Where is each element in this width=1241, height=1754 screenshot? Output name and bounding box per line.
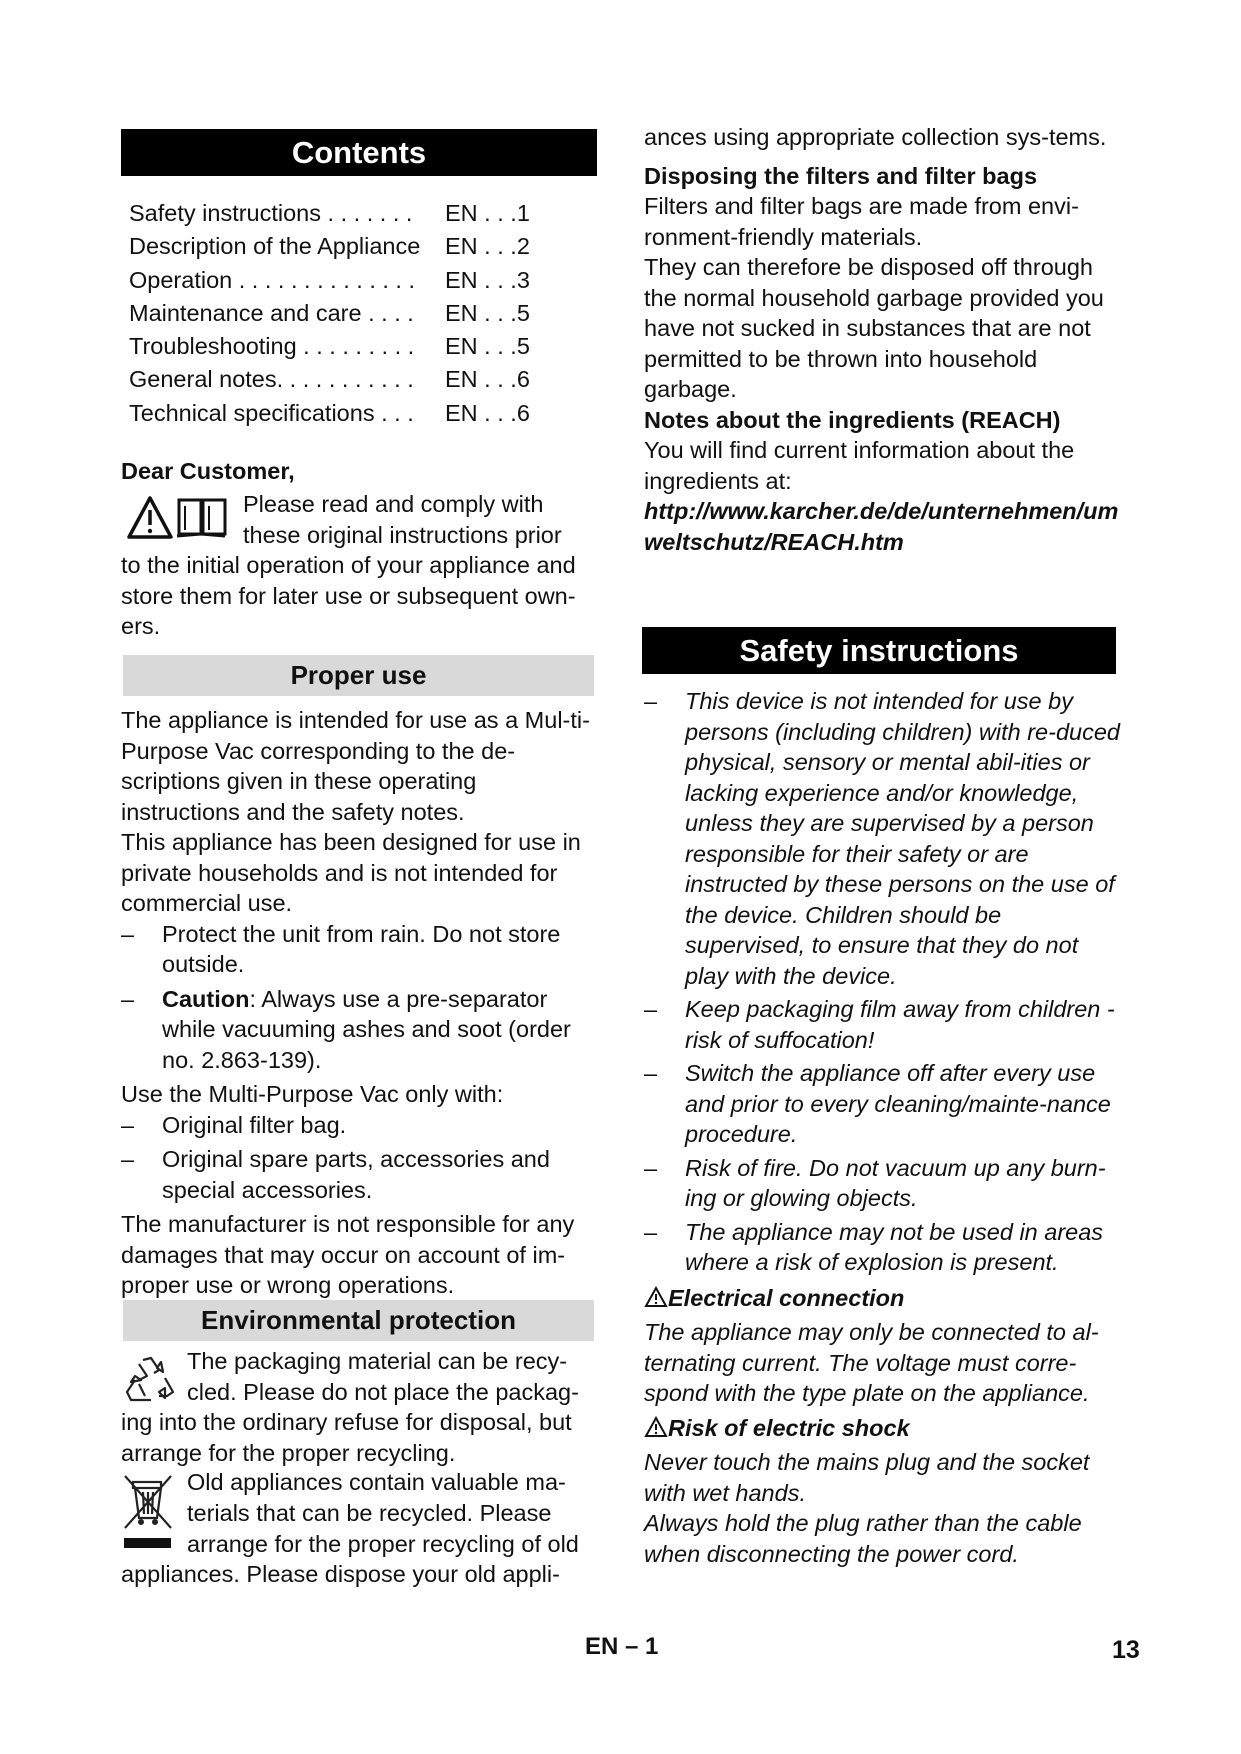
old-appliances-line-1: Old appliances contain valuable ma-: [187, 1469, 566, 1495]
toc-row[interactable]: [129, 330, 549, 363]
proper-use-para-2: This appliance has been designed for use in private households and is not intended for commercial use.: [121, 829, 581, 916]
contents-title: Contents: [291, 135, 427, 170]
toc-row[interactable]: [129, 363, 549, 396]
safety-title-bar: [642, 627, 1116, 674]
list-item: [121, 1144, 601, 1205]
safety-title: Safety instructions: [739, 633, 1019, 668]
list-item-text: Original spare parts, accessories and special accessories.: [162, 1146, 550, 1203]
toc-row[interactable]: [129, 397, 549, 430]
electrical-heading: [644, 1283, 1122, 1314]
environment-title: Environmental protection: [201, 1305, 516, 1335]
list-item: [644, 1153, 1122, 1214]
warning-icon: [644, 1416, 668, 1438]
right-column-top: [644, 122, 1122, 557]
reach-heading: Notes about the ingredients (REACH): [644, 406, 1061, 433]
list-item-text: Keep packaging film away from children - risk of suffocation!: [685, 996, 1115, 1053]
dear-customer-heading: Dear Customer,: [121, 458, 295, 484]
toc-entry-page: EN . . .6: [445, 366, 530, 393]
recycling-icon: [121, 1352, 181, 1412]
toc-row[interactable]: [129, 264, 549, 297]
dash-bullet: –: [644, 688, 658, 714]
list-item: [644, 686, 1122, 991]
toc-entry-name: Safety instructions . . . . . . .: [129, 200, 413, 226]
list-item-text: The appliance may not be used in areas where a risk of explosion is present.: [685, 1218, 1104, 1275]
list-item: [121, 1110, 601, 1141]
packaging-line-2: cled. Please do not place the packag-: [187, 1379, 579, 1405]
list-item: [644, 1058, 1122, 1150]
caution-label: Caution: [162, 985, 250, 1012]
filters-heading: Disposing the filters and filter bags: [644, 162, 1038, 189]
disclaimer-text: The manufacturer is not responsible for any damages that may occur on account of im-proper use or wrong operations.: [121, 1211, 575, 1298]
proper-use-title-bar: [123, 655, 594, 696]
toc-entry-page: EN . . .2: [445, 233, 530, 260]
environment-title-bar: [123, 1300, 594, 1341]
toc-entry-page: EN . . .5: [445, 299, 530, 326]
dear-customer-line-2: these original instructions prior: [243, 522, 562, 548]
toc-entry-page: EN . . .6: [445, 399, 530, 426]
list-item-text: Risk of fire. Do not vacuum up any burn-ing or glowing objects.: [685, 1154, 1106, 1211]
list-item: [644, 1217, 1122, 1278]
dash-bullet: –: [121, 985, 135, 1012]
old-appliances-line-3: arrange for the proper recycling of old: [187, 1531, 579, 1557]
dear-customer-line-1: Please read and comply with: [243, 491, 544, 517]
proper-use-para-1: The appliance is intended for use as a Mul-ti-Purpose Vac corresponding to the de-scriptions given in these operating instructions and the safety notes.: [121, 707, 590, 825]
warning-icon: [644, 1286, 668, 1308]
toc-entry-page: EN . . .3: [445, 266, 530, 293]
list-item: [121, 984, 601, 1076]
toc-row[interactable]: [129, 197, 549, 230]
page-number: 13: [1112, 1636, 1140, 1664]
list-item-text: Original filter bag.: [162, 1111, 347, 1138]
shock-para-2: Always hold the plug rather than the cable when disconnecting the power cord.: [644, 1510, 1082, 1567]
toc-entry-page: EN . . .1: [445, 200, 530, 226]
list-item-text: Switch the appliance off after every use and prior to every cleaning/mainte-nance procedure.: [685, 1060, 1111, 1147]
filters-para-2: They can therefore be disposed off through the normal household garbage provided you have not sucked in substances that are not permitted to be thrown into household garbage.: [644, 254, 1104, 402]
safety-section: [644, 686, 1122, 1569]
shock-heading-text: Risk of electric shock: [668, 1414, 910, 1441]
electrical-text: The appliance may only be connected to al-ternating current. The voltage must corre-spond with the type plate on the appliance.: [644, 1319, 1099, 1406]
dash-bullet: –: [644, 1218, 658, 1245]
list-item-text: This device is not intended for use by persons (including children) with re-duced physical, sensory or mental abil-ities or lacking experience and/or knowledge, unless they are supervised by a person responsible for their safety or are instructed by these persons on the use of the device. Children should be supervised, to ensure that they do not play with the device.: [685, 688, 1120, 989]
dear-customer-text: to the initial operation of your appliance and store them for later use or subsequent own-ers.: [121, 552, 576, 639]
old-appliances-line-2: terials that can be recycled. Please: [187, 1500, 552, 1526]
use-only-text: Use the Multi-Purpose Vac only with:: [121, 1081, 504, 1107]
warning-manual-icon: [127, 494, 237, 544]
toc-row[interactable]: [129, 297, 549, 330]
packaging-line-1: The packaging material can be recy-: [187, 1348, 568, 1374]
old-appliances-line-4: appliances. Please dispose your old appli-: [121, 1561, 560, 1587]
footer-language-page: EN – 1: [585, 1633, 659, 1660]
toc-entry-name: General notes. . . . . . . . . . .: [129, 366, 414, 393]
proper-use-title: Proper use: [290, 660, 427, 690]
toc-entry-name: Maintenance and care . . . .: [129, 299, 414, 326]
reach-text: You will find current information about the ingredients at:: [644, 437, 1075, 494]
caution-text: : Always use a pre-separator while vacuuming ashes and soot (order no. 2.863-139).: [162, 985, 571, 1073]
toc-entry-name: Description of the Appliance: [129, 233, 421, 260]
list-item: [644, 994, 1122, 1055]
continued-text: ances using appropriate collection sys-tems.: [644, 124, 1107, 150]
contents-title-bar: [121, 129, 597, 176]
toc-entry-name: Technical specifications . . .: [129, 399, 414, 426]
reach-url-link[interactable]: http://www.karcher.de/de/unternehmen/umweltschutz/REACH.htm: [644, 498, 1119, 555]
list-item-text: Protect the unit from rain. Do not store outside.: [162, 920, 561, 977]
list-item: [121, 919, 601, 980]
crossed-bin-icon: [121, 1472, 181, 1552]
dash-bullet: –: [121, 1111, 135, 1138]
dash-bullet: –: [644, 1060, 658, 1086]
dash-bullet: –: [644, 1154, 658, 1181]
proper-use-section: [121, 705, 601, 1301]
shock-para-1: Never touch the mains plug and the socket with wet hands.: [644, 1449, 1090, 1506]
toc-entry-name: Operation . . . . . . . . . . . . . .: [129, 266, 416, 293]
toc-entry-page: EN . . .5: [445, 333, 530, 360]
packaging-text: ing into the ordinary refuse for disposal, but arrange for the proper recycling.: [121, 1409, 572, 1466]
shock-heading: [644, 1413, 1122, 1444]
filters-para-1: Filters and filter bags are made from envi-ronment-friendly materials.: [644, 193, 1079, 250]
toc-entry-name: Troubleshooting . . . . . . . . .: [129, 333, 415, 360]
dash-bullet: –: [644, 996, 658, 1022]
dash-bullet: –: [121, 920, 135, 947]
table-of-contents: [129, 197, 549, 430]
electrical-heading-text: Electrical connection: [668, 1284, 905, 1311]
toc-row[interactable]: [129, 230, 549, 263]
dash-bullet: –: [121, 1146, 135, 1172]
